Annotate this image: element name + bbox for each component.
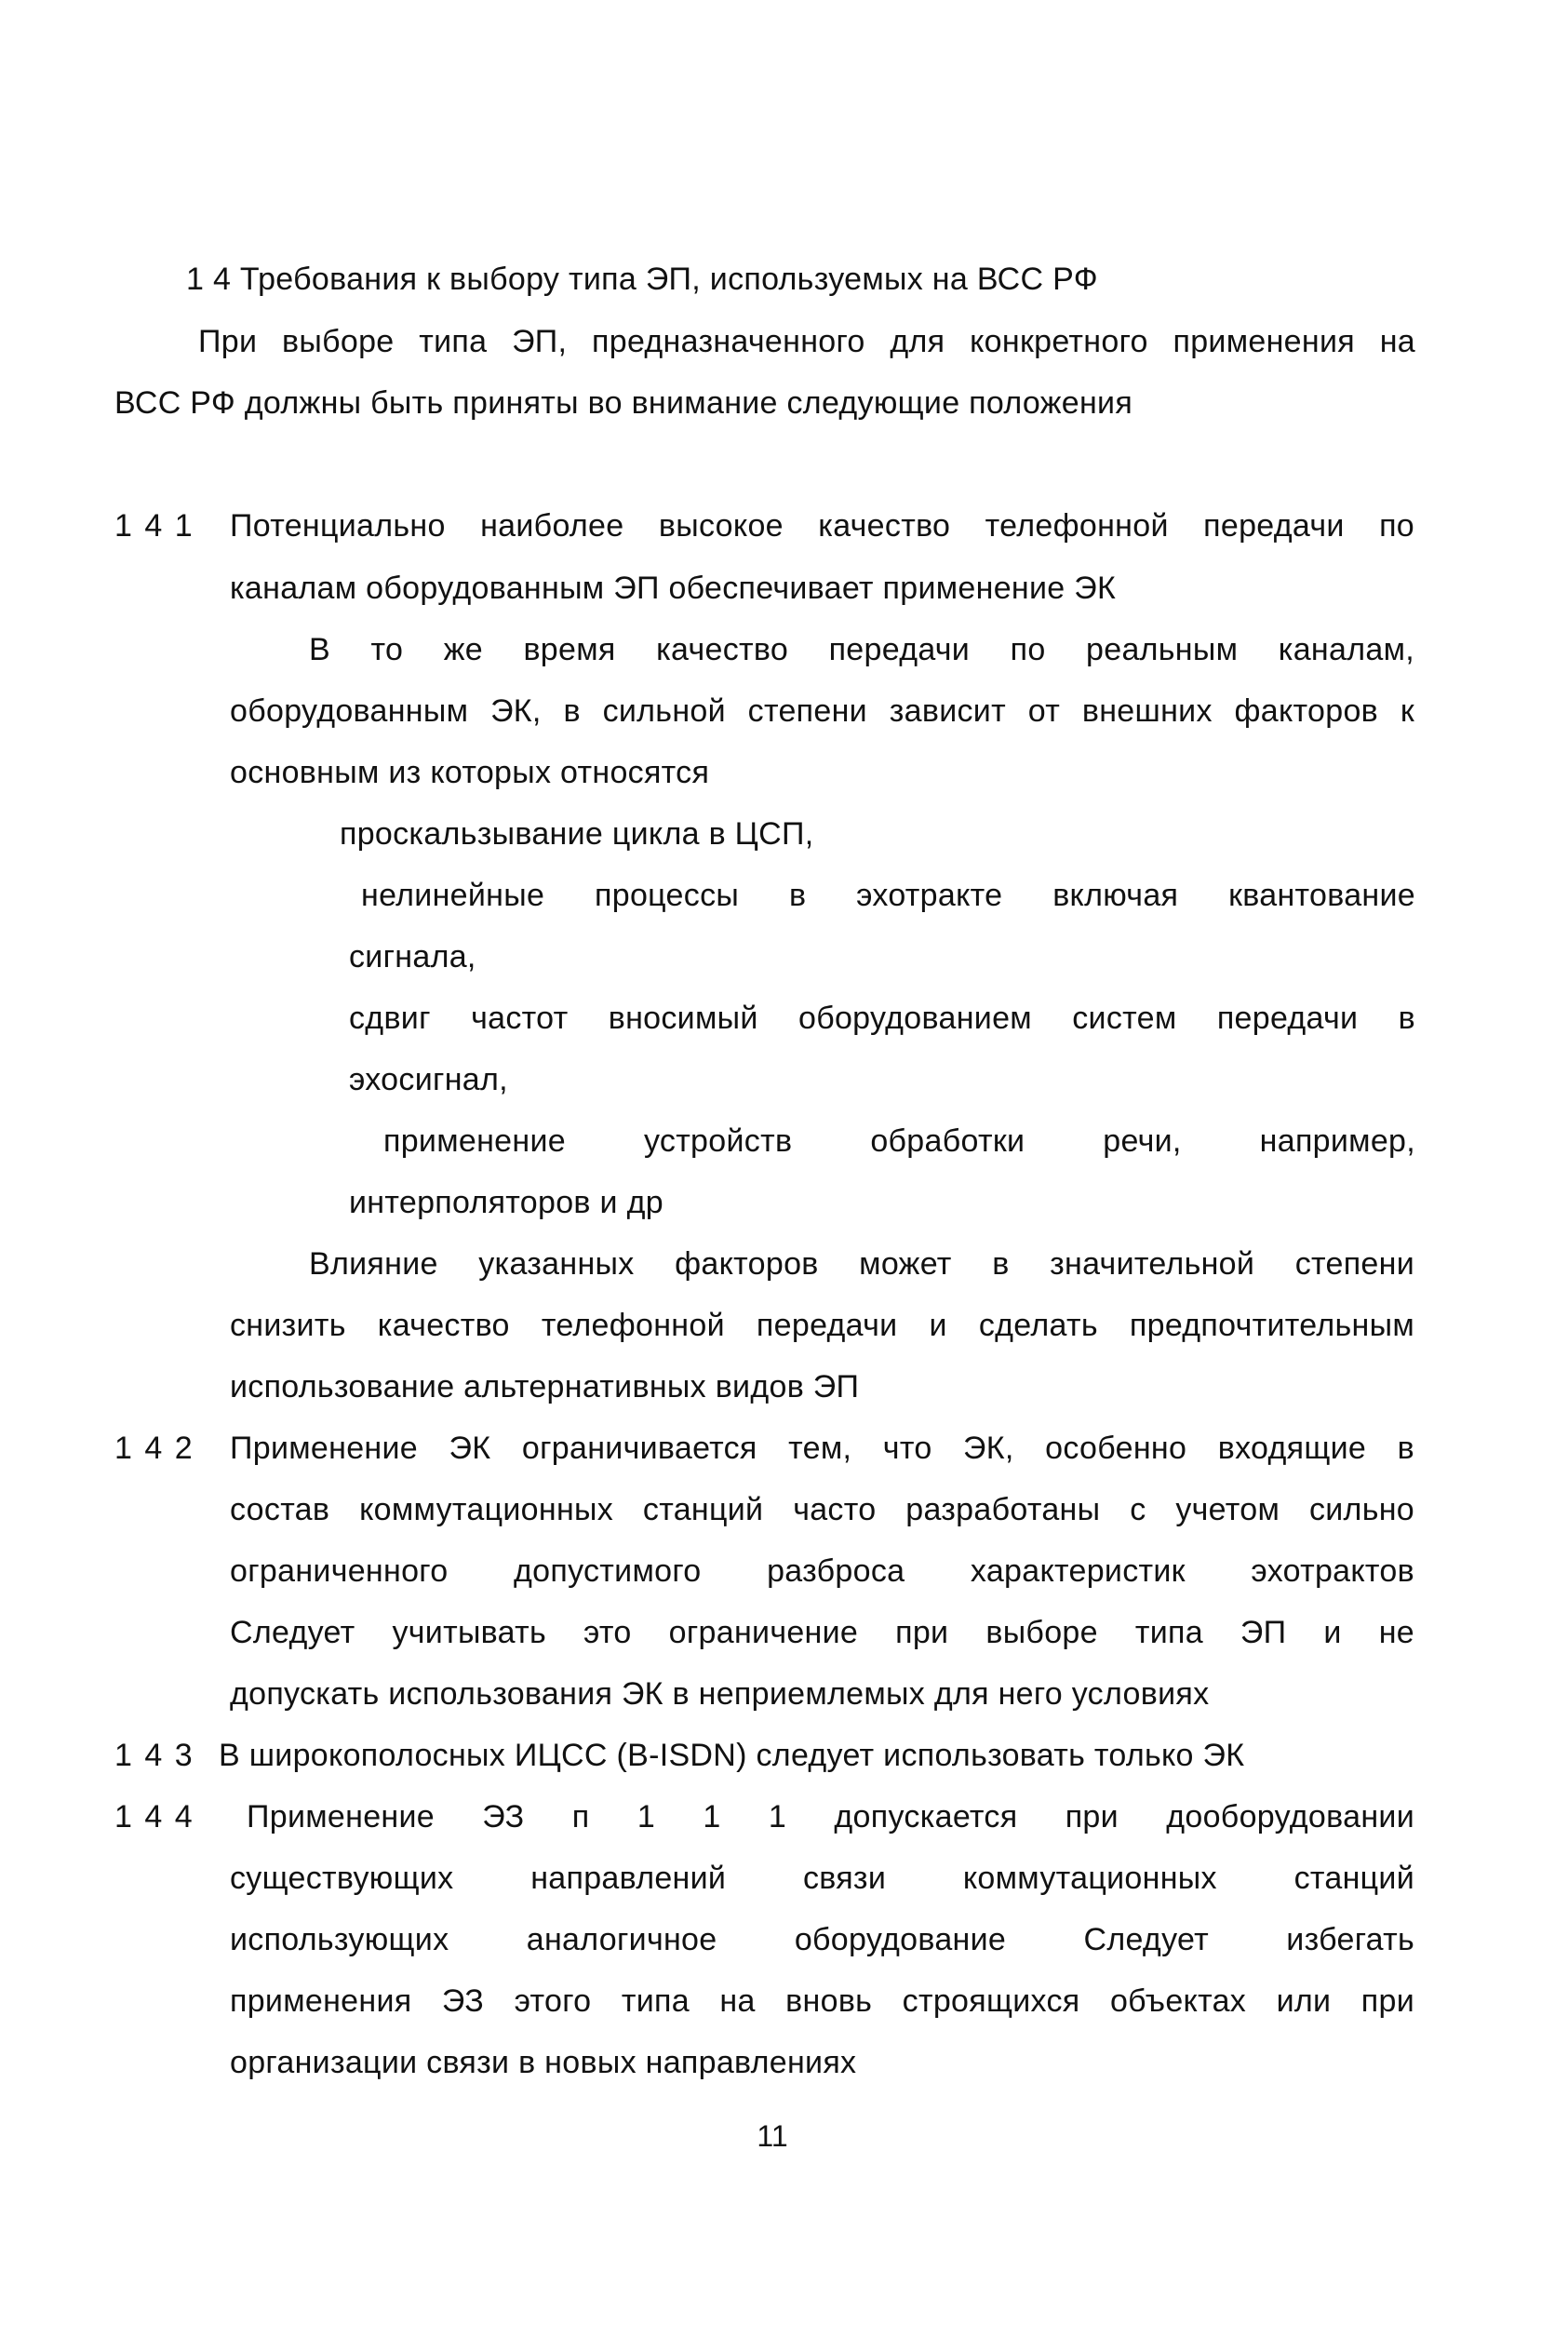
section-heading: 1 4 Требования к выбору типа ЭП, используемых на ВСС РФ	[186, 262, 1098, 297]
list-item: сдвиг частот вносимый оборудованием систем передачи в	[349, 1001, 1415, 1036]
paragraph-line: При выборе типа ЭП, предназначенного для конкретного применения на	[198, 324, 1415, 359]
paragraph-line: существующих направлений связи коммутационных станций	[230, 1861, 1414, 1896]
paragraph-line: применения ЭЗ этого типа на вновь строящихся объектах или при	[230, 1983, 1414, 2019]
paragraph-line: В широкополосных ИЦСС (B-ISDN) следует использовать только ЭК	[219, 1738, 1245, 1773]
paragraph-line: Влияние указанных факторов может в значительной степени	[309, 1246, 1414, 1282]
paragraph-line: снизить качество телефонной передачи и сделать предпочтительным	[230, 1308, 1414, 1343]
paragraph-line: Потенциально наиболее высокое качество телефонной передачи по	[230, 508, 1414, 544]
paragraph-line: использование альтернативных видов ЭП	[230, 1369, 860, 1404]
page-number: 11	[757, 2119, 788, 2153]
list-item: применение устройств обработки речи, например,	[383, 1123, 1415, 1159]
list-item-continuation: интерполяторов и др	[349, 1185, 663, 1220]
paragraph-line: основным из которых относятся	[230, 755, 710, 790]
list-item: нелинейные процессы в эхотракте включая квантование	[361, 878, 1415, 913]
clause-number: 1 4 3	[114, 1738, 193, 1773]
paragraph-line: использующих аналогичное оборудование Следует избегать	[230, 1922, 1414, 1957]
paragraph-line: состав коммутационных станций часто разработаны с учетом сильно	[230, 1492, 1414, 1527]
paragraph-line: В то же время качество передачи по реальным каналам,	[309, 632, 1414, 667]
list-item-continuation: эхосигнал,	[349, 1062, 508, 1097]
clause-number: 1 4 2	[114, 1431, 193, 1466]
paragraph-line: ограниченного допустимого разброса характеристик эхотрактов	[230, 1553, 1414, 1589]
paragraph-line: каналам оборудованным ЭП обеспечивает применение ЭК	[230, 571, 1117, 606]
paragraph-line: организации связи в новых направлениях	[230, 2045, 857, 2080]
list-item-continuation: сигнала,	[349, 939, 476, 974]
clause-number: 1 4 1	[114, 508, 193, 544]
clause-number: 1 4 4	[114, 1799, 193, 1834]
paragraph-line: Следует учитывать это ограничение при выборе типа ЭП и не	[230, 1615, 1414, 1650]
paragraph-line: ВСС РФ должны быть приняты во внимание следующие положения	[114, 385, 1133, 421]
paragraph-line: допускать использования ЭК в неприемлемых для него условиях	[230, 1676, 1210, 1712]
paragraph-line: Применение ЭЗ п 1 1 1 допускается при дооборудовании	[247, 1799, 1414, 1834]
paragraph-line: Применение ЭК ограничивается тем, что ЭК, особенно входящие в	[230, 1431, 1414, 1466]
list-item: проскальзывание цикла в ЦСП,	[340, 816, 814, 852]
paragraph-line: оборудованным ЭК, в сильной степени зависит от внешних факторов к	[230, 693, 1414, 729]
